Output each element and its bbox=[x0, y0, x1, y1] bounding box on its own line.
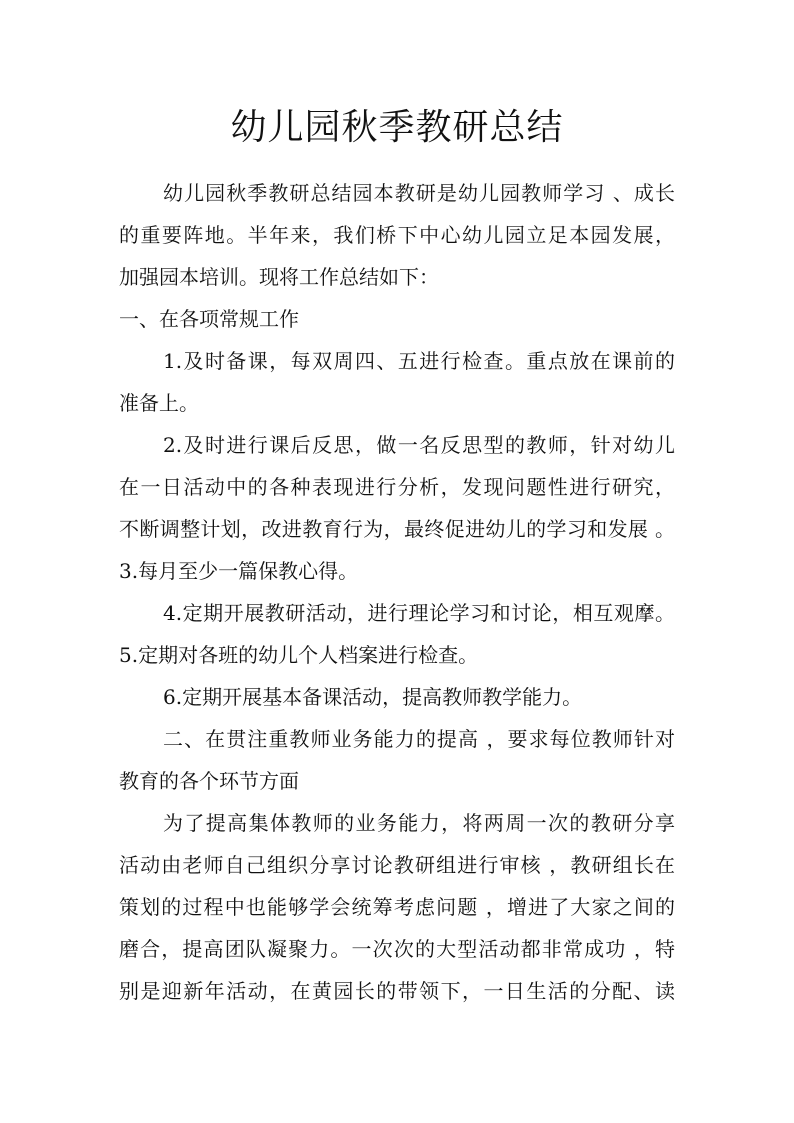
paragraph-line: 为了提高集体教师的业务能力，将两周一次的教研分享 bbox=[163, 811, 675, 835]
paragraph-line: 幼儿园秋季教研总结园本教研是幼儿园教师学习 、成长 bbox=[163, 181, 675, 205]
paragraph-line: 1.及时备课，每双周四、五进行检查。重点放在课前的 bbox=[163, 349, 675, 373]
paragraph-line: 磨合，提高团队凝聚力。一次次的大型活动都非常成功 ，特 bbox=[119, 937, 675, 961]
section-heading: 一、在各项常规工作 bbox=[119, 307, 299, 331]
paragraph-line: 准备上。 bbox=[119, 391, 199, 415]
section-heading-continuation: 教育的各个环节方面 bbox=[119, 769, 299, 793]
paragraph-line: 2.及时进行课后反思，做一名反思型的教师，针对幼儿 bbox=[163, 433, 675, 457]
paragraph-line: 5.定期对各班的幼儿个人档案进行检查。 bbox=[119, 643, 479, 667]
paragraph-line: 在一日活动中的各种表现进行分析，发现问题性进行研究， bbox=[119, 475, 675, 499]
paragraph-line: 策划的过程中也能够学会统筹考虑问题 ，增进了大家之间的 bbox=[119, 895, 675, 919]
paragraph-line: 不断调整计划，改进教育行为，最终促进幼儿的学习和发展 。 bbox=[119, 517, 675, 541]
paragraph-line: 加强园本培训。现将工作总结如下： bbox=[119, 265, 439, 289]
paragraph-line: 别是迎新年活动，在黄园长的带领下，一日生活的分配、读 bbox=[119, 979, 675, 1003]
paragraph-line: 的重要阵地。半年来，我们桥下中心幼儿园立足本园发展， bbox=[119, 223, 675, 247]
document-title: 幼儿园秋季教研总结 bbox=[230, 107, 564, 148]
paragraph-line: 4.定期开展教研活动，进行理论学习和讨论，相互观摩。 bbox=[163, 601, 675, 625]
paragraph-line: 活动由老师自己组织分享讨论教研组进行审核 ，教研组长在 bbox=[119, 853, 675, 877]
section-heading: 二、在贯注重教师业务能力的提高 ，要求每位教师针对 bbox=[163, 727, 675, 751]
paragraph-line: 6.定期开展基本备课活动，提高教师教学能力。 bbox=[163, 685, 583, 709]
paragraph-line: 3.每月至少一篇保教心得。 bbox=[119, 559, 359, 583]
